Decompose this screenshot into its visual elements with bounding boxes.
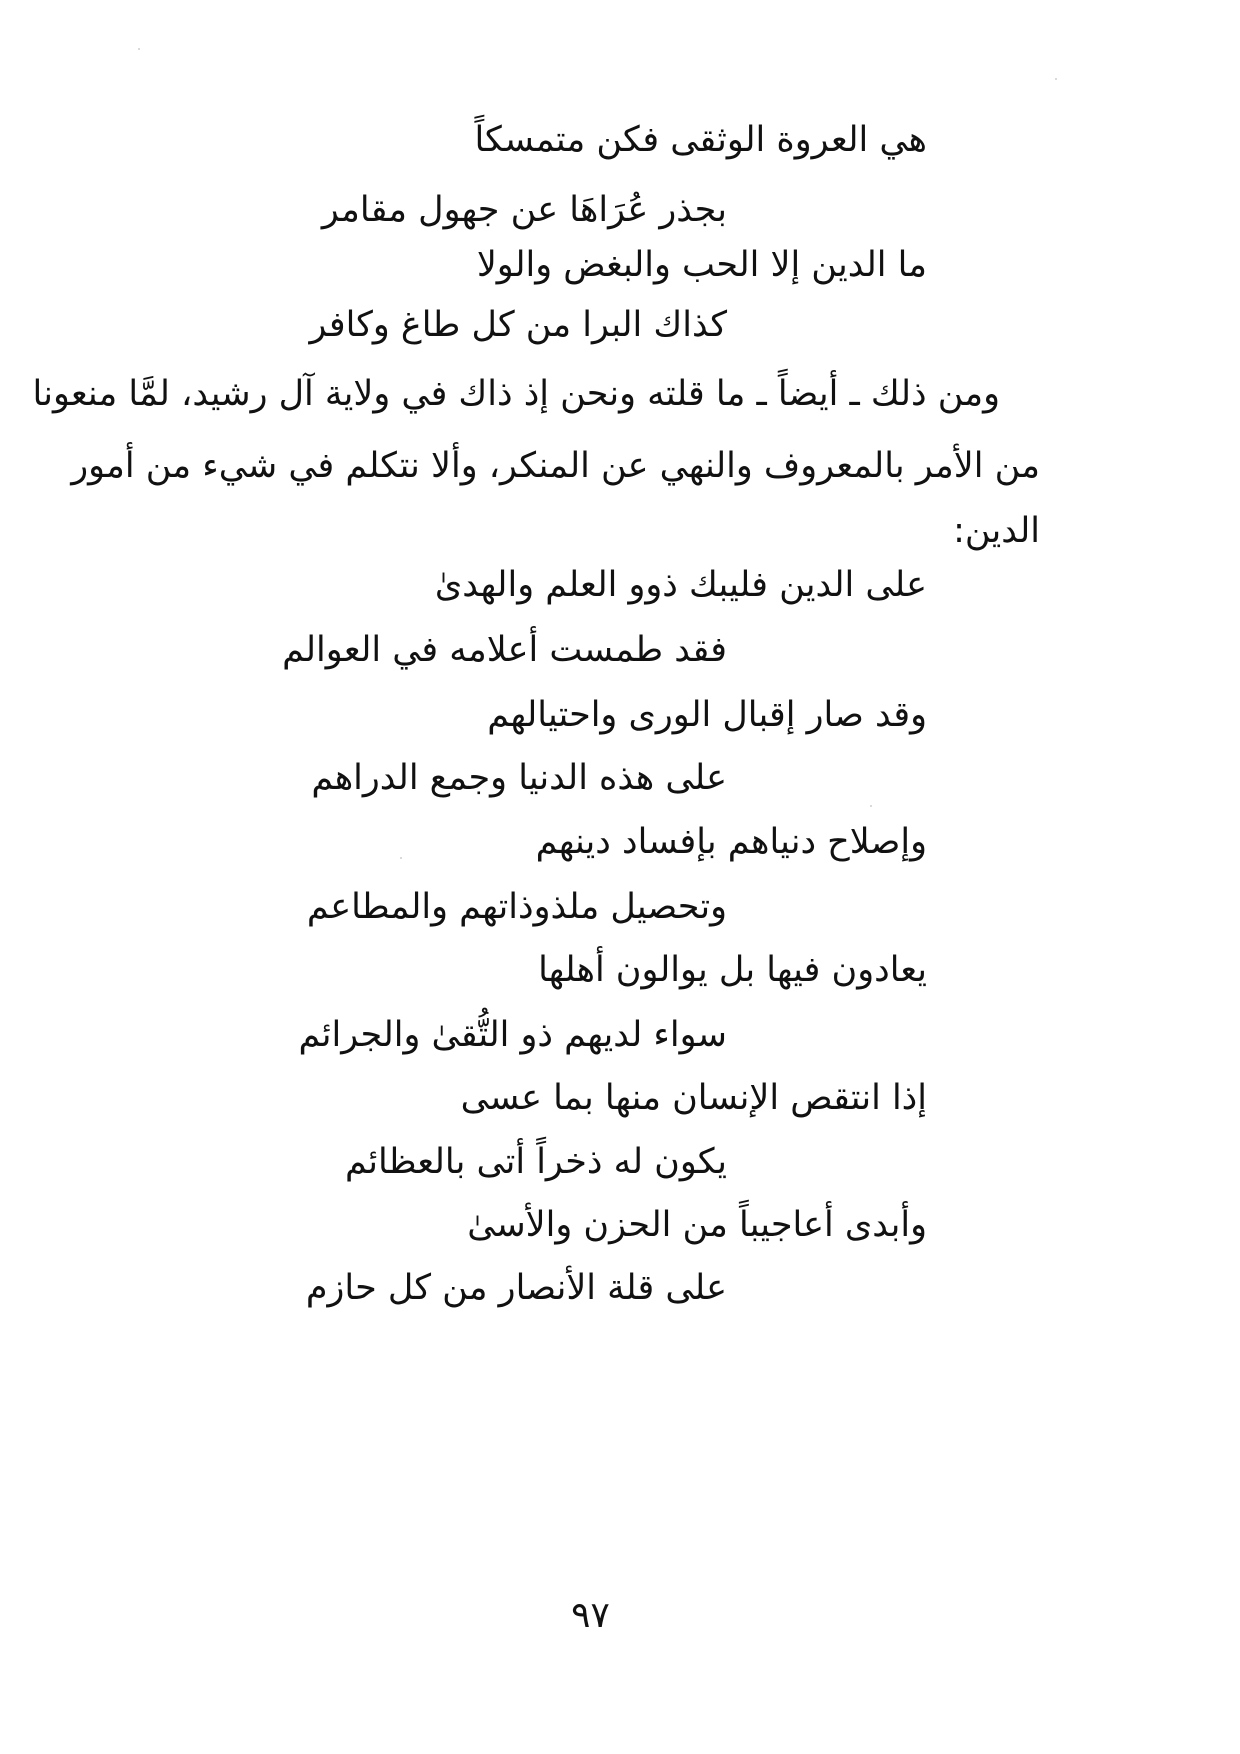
verse-line: هي العروة الوثقى فكن متمسكاً (474, 120, 927, 160)
scan-speck (1055, 78, 1057, 80)
verse-line: على الدين فليبك ذوو العلم والهدىٰ (434, 565, 927, 605)
verse-line: سواء لديهم ذو التُّقىٰ والجرائم (298, 1015, 727, 1055)
verse-line: على قلة الأنصار من كل حازم (305, 1268, 727, 1308)
verse-line: وتحصيل ملذوذاتهم والمطاعم (306, 887, 727, 927)
verse-line: وإصلاح دنياهم بإفساد دينهم (535, 822, 927, 862)
verse-line: يكون له ذخراً أتى بالعظائم (344, 1142, 727, 1182)
prose-line: ومن ذلك ـ أيضاً ـ ما قلته ونحن إذ ذاك في ولاية آل رشيد، لمَّا منعونا (32, 374, 1000, 414)
verse-line: بجذر عُرَاهَا عن جهول مقامر (321, 190, 727, 230)
verse-line: وقد صار إقبال الورى واحتيالهم (487, 695, 927, 735)
verse-line: كذاك البرا من كل طاغ وكافر (309, 305, 727, 345)
scan-speck (400, 857, 402, 859)
verse-line: وأبدى أعاجيباً من الحزن والأسىٰ (467, 1205, 927, 1245)
verse-line: ما الدين إلا الحب والبغض والولا (476, 245, 927, 285)
verse-line: يعادون فيها بل يوالون أهلها (538, 950, 927, 990)
scan-speck (870, 805, 872, 807)
prose-line: من الأمر بالمعروف والنهي عن المنكر، وألا نتكلم في شيء من أمور (71, 446, 1040, 486)
verse-line: إذا انتقص الإنسان منها بما عسى (460, 1078, 927, 1118)
verse-line: على هذه الدنيا وجمع الدراهم (311, 758, 727, 798)
prose-line: الدين: (953, 511, 1040, 551)
scan-speck (138, 48, 140, 50)
verse-line: فقد طمست أعلامه في العوالم (282, 630, 727, 670)
page-number: ٩٧ (571, 1595, 610, 1636)
